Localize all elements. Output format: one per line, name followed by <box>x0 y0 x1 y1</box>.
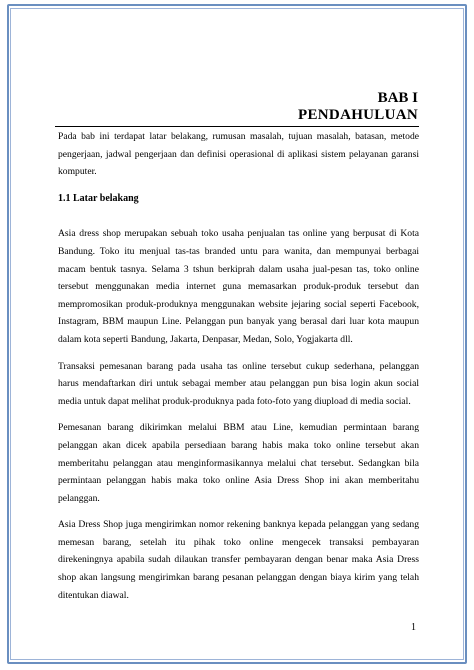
chapter-heading <box>298 90 418 124</box>
chapter-number: BAB I <box>377 90 418 106</box>
chapter-title: PENDAHULUAN <box>298 107 418 123</box>
body-paragraph: Transaksi pemesanan barang pada usaha tas online tersebut cukup sederhana, pelanggan harus mendaftarkan diri untuk sebagai member atau pelanggan pun bisa login akun social media untuk dapat melihat produk-produknya pada foto-foto yang diupload di media social. <box>58 360 419 407</box>
section-title: 1.1 Latar belakang <box>58 192 139 204</box>
body-paragraph: Asia Dress Shop juga mengirimkan nomor rekening banknya kepada pelanggan yang sedang memesan barang, setelah itu pihak toko online mengecek transaksi pembayaran direkeningnya apabila sudah dilaukan transfer pembayaran dengan benar maka Asia Dress shop akan langsung mengirimkan barang pesanan pelanggan dengan biaya kirim yang telah ditentukan diawal. <box>58 519 419 601</box>
body-paragraph: Asia dress shop merupakan sebuah toko usaha penjualan tas online yang berpusat di Kota Bandung. Toko itu menjual tas-tas branded untu para wanita, dan mempunyai berbagai macam bentuk tasnya. Selama 3 tshun berkiprah dalam usaha jual-pesan tas, toko online tersebut menggunakan media internet guna memasarkan produk-produk tersebut dan mempromosikan produk-produknya menggunakan website jejaring social seperti Facebook, Instagram, BBM maupun Line. Pelanggan pun banyak yang berasal dari luar kota maupun dalam kota seperti Bandung, Jakarta, Denpasar, Medan, Solo, Yogjakarta dll. <box>58 228 419 345</box>
document-body <box>58 128 419 613</box>
heading-rule <box>55 126 419 127</box>
body-paragraph: Pemesanan barang dikirimkan melalui BBM atau Line, kemudian permintaan barang pelanggan akan dicek apabila persediaan barang habis maka toko online tersebut akan memberitahu pelanggan atau menginformasikannya melalui chat tersebut. Sedangkan bila permintaan pelanggan habis maka toko online Asia Dress Shop ini akan memberitahu pelanggan. <box>58 422 419 504</box>
page-number: 1 <box>411 622 416 633</box>
intro-paragraph: Pada bab ini terdapat latar belakang, rumusan masalah, tujuan masalah, batasan, metode pengerjaan, jadwal pengerjaan dan definisi operasional di aplikasi sistem pelayanan garansi komputer. <box>58 131 419 178</box>
